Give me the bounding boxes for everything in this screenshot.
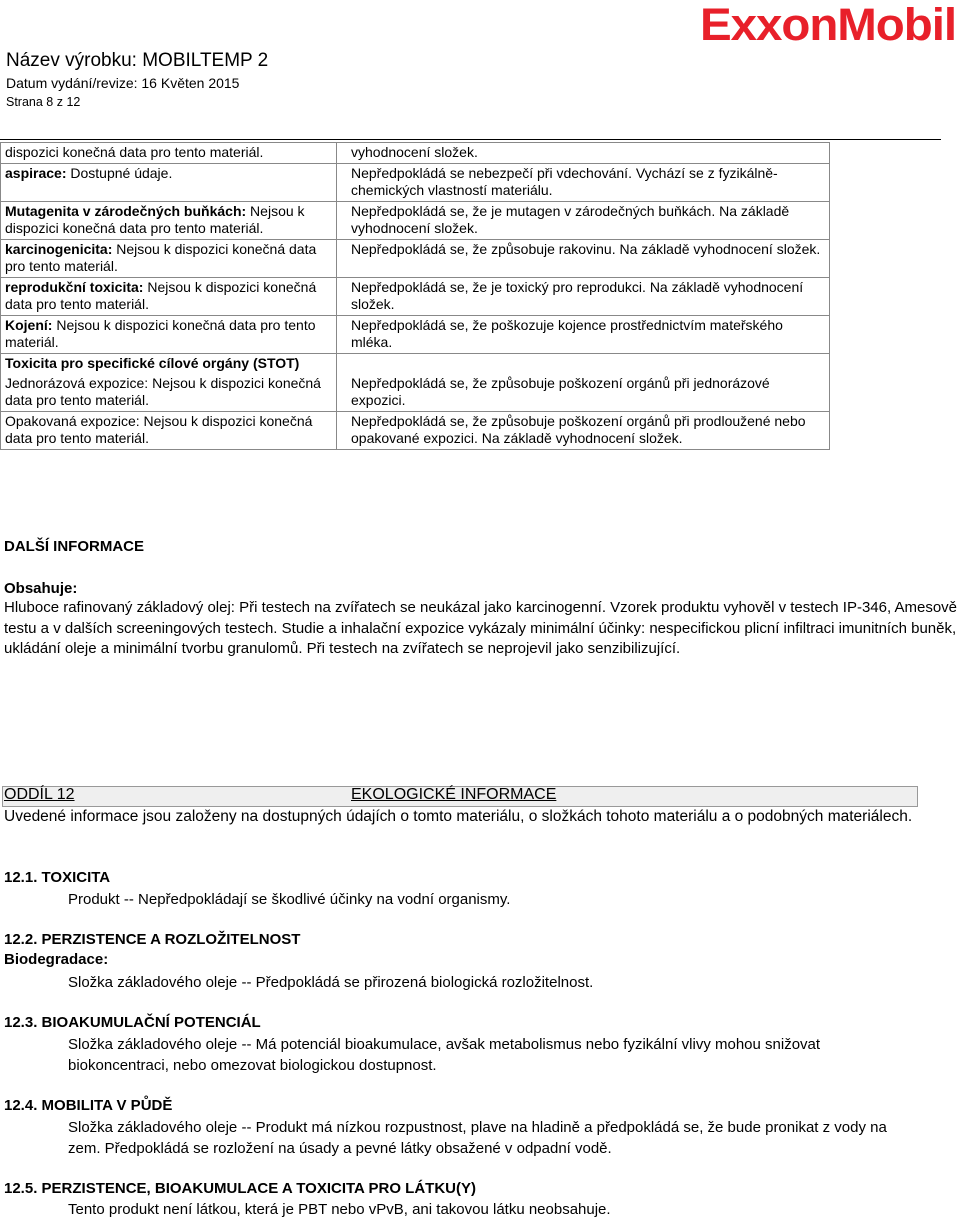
svg-text:ExxonMobil: ExxonMobil bbox=[700, 0, 956, 48]
table-cell: Nepředpokládá se nebezpečí při vdechování. Vychází se z fyzikálně-chemických vlastností materiálu. bbox=[337, 164, 830, 202]
mobility-text: Složka základového oleje -- Produkt má nízkou rozpustnost, plave na hladině a předpokládá se, že bude pronikat z vody na zem. Předpokládá se rozložení na úsady a pevné látky obsažené v odpadní vodě. bbox=[68, 1119, 887, 1157]
table-row bbox=[1, 143, 830, 164]
additional-info-heading: DALŠÍ INFORMACE bbox=[4, 538, 144, 555]
revision-date-line bbox=[6, 75, 239, 91]
table-cell: reprodukční toxicita: Nejsou k dispozici konečná data pro tento materiál. bbox=[1, 278, 337, 316]
table-row bbox=[1, 240, 830, 278]
biodegradation-text: Složka základového oleje -- Předpokládá se přirozená biologická rozložitelnost. bbox=[68, 974, 594, 991]
persistence-heading: 12.2. PERZISTENCE A ROZLOŽITELNOST bbox=[4, 931, 301, 948]
product-name-line bbox=[6, 50, 268, 72]
table-cell: Nepředpokládá se, že je mutagen v zárodečných buňkách. Na základě vyhodnocení složek. bbox=[337, 202, 830, 240]
pbt-text: Tento produkt není látkou, která je PBT nebo vPvB, ani takovou látku neobsahuje. bbox=[68, 1201, 611, 1218]
mobility-heading: 12.4. MOBILITA V PŮDĚ bbox=[4, 1097, 173, 1114]
toxicology-table bbox=[0, 142, 830, 450]
table-cell: aspirace: Dostupné údaje. bbox=[1, 164, 337, 202]
table-row bbox=[1, 202, 830, 240]
table-cell: Kojení: Nejsou k dispozici konečná data pro tento materiál. bbox=[1, 316, 337, 354]
table-row bbox=[1, 164, 830, 202]
additional-info-text: Hluboce rafinovaný základový olej: Při testech na zvířatech se neukázal jako karcinogenní. Vzorek produktu vyhověl v testech IP-346, Amesově testu a v dalších screeningových testech. Studie a inhalační expozice vykázaly minimální účinky: nespecifickou plicní infiltraci imunitních buněk, ukládání oleje a minimální tvorbu granulomů. Při testech na zvířatech se neprojevil jako senzibilizující. bbox=[4, 599, 958, 657]
table-row bbox=[1, 316, 830, 354]
product-name-label: Název výrobku: bbox=[6, 50, 137, 71]
revision-date: 16 Květen 2015 bbox=[141, 75, 240, 91]
revision-date-label: Datum vydání/revize: bbox=[6, 75, 138, 91]
header-rule bbox=[0, 139, 941, 140]
section-12-title: EKOLOGICKÉ INFORMACE bbox=[351, 786, 557, 803]
bioaccumulation-text: Složka základového oleje -- Má potenciál bioakumulace, avšak metabolismus nebo fyzikální vlivy mohou snižovat biokoncentraci, nebo omezovat biologickou dostupnost. bbox=[68, 1036, 821, 1074]
table-cell: Nepředpokládá se, že poškozuje kojence prostřednictvím mateřského mléka. bbox=[337, 316, 830, 354]
contains-label: Obsahuje: bbox=[4, 580, 78, 597]
table-row bbox=[1, 278, 830, 316]
table-cell: Jednorázová expozice: Nejsou k dispozici konečná data pro tento materiál. bbox=[1, 374, 337, 412]
page-number bbox=[6, 95, 80, 109]
table-cell: Opakovaná expozice: Nejsou k dispozici konečná data pro tento materiál. bbox=[1, 412, 337, 450]
table-cell: Nepředpokládá se, že způsobuje poškození orgánů při prodloužené nebo opakované expozici. Na základě vyhodnocení složek. bbox=[337, 412, 830, 450]
section-12-intro: Uvedené informace jsou založeny na dostupných údajích o tomto materiálu, o složkách tohoto materiálu a o podobných materiálech. bbox=[4, 808, 913, 825]
section-12-number: ODDÍL 12 bbox=[4, 786, 75, 803]
exxonmobil-logo bbox=[700, 0, 958, 48]
table-cell: vyhodnocení složek. bbox=[337, 143, 830, 164]
table-cell: karcinogenicita: Nejsou k dispozici konečná data pro tento materiál. bbox=[1, 240, 337, 278]
table-row bbox=[1, 374, 830, 412]
table-row bbox=[1, 412, 830, 450]
table-cell: Mutagenita v zárodečných buňkách: Nejsou k dispozici konečná data pro tento materiál. bbox=[1, 202, 337, 240]
table-cell: Nepředpokládá se, že je toxický pro reprodukci. Na základě vyhodnocení složek. bbox=[337, 278, 830, 316]
page-total: 12 bbox=[66, 95, 81, 109]
table-cell: Nepředpokládá se, že způsobuje rakovinu. Na základě vyhodnocení složek. bbox=[337, 240, 830, 278]
bioaccumulation-heading: 12.3. BIOAKUMULAČNÍ POTENCIÁL bbox=[4, 1014, 261, 1031]
product-name: MOBILTEMP 2 bbox=[142, 50, 269, 71]
page-label: Strana 8 z bbox=[6, 95, 63, 109]
toxicity-text: Produkt -- Nepředpokládají se škodlivé účinky na vodní organismy. bbox=[68, 891, 511, 908]
table-cell: Nepředpokládá se, že způsobuje poškození orgánů při jednorázové expozici. bbox=[337, 374, 830, 412]
toxicity-heading: 12.1. TOXICITA bbox=[4, 869, 111, 886]
table-cell: dispozici konečná data pro tento materiál. bbox=[1, 143, 337, 164]
biodegradation-label: Biodegradace: bbox=[4, 951, 109, 968]
table-cell bbox=[337, 354, 830, 375]
table-row bbox=[1, 354, 830, 375]
pbt-heading: 12.5. PERZISTENCE, BIOAKUMULACE A TOXICITA PRO LÁTKU(Y) bbox=[4, 1180, 476, 1197]
stot-heading: Toxicita pro specifické cílové orgány (STOT) bbox=[1, 354, 337, 375]
